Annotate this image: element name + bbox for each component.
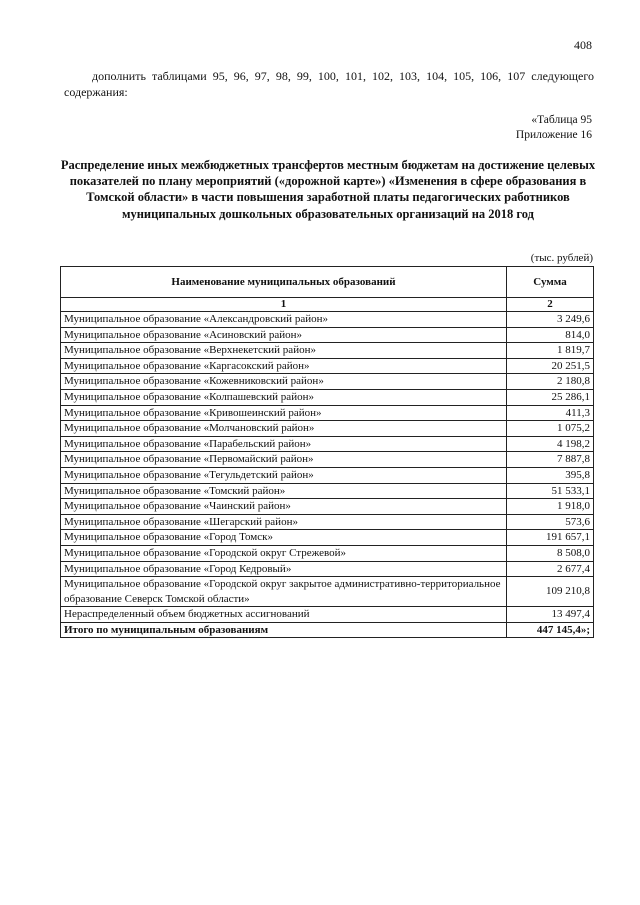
row-name: Муниципальное образование «Молчановский район»: [61, 421, 507, 437]
units-label: (тыс. рублей): [530, 252, 593, 264]
table-row: [61, 327, 594, 343]
row-name: Муниципальное образование «Городской округ Стрежевой»: [61, 545, 507, 561]
row-name: Муниципальное образование «Чаинский район»: [61, 499, 507, 515]
row-sum: 13 497,4: [507, 607, 594, 623]
row-name: Муниципальное образование «Городской округ закрытое административно-территориальное образование Северск Томской области»: [61, 577, 507, 607]
table-row: [61, 483, 594, 499]
document-title: Распределение иных межбюджетных трансфертов местным бюджетам на достижение целевых показателей по плану мероприятий («дорожной карте») «Изменения в сфере образования в Томской области» в части повышения заработной платы педагогических работников муниципальных дошкольных образовательных организаций на 2018 год: [60, 158, 596, 221]
row-sum: 51 533,1: [507, 483, 594, 499]
allocation-table: [60, 266, 594, 638]
row-sum: 2 677,4: [507, 561, 594, 577]
column-number-1: 1: [61, 298, 507, 312]
table-row: [61, 452, 594, 468]
row-sum: 1 819,7: [507, 343, 594, 359]
row-name: Муниципальное образование «Город Томск»: [61, 530, 507, 546]
total-sum: 447 145,4»;: [507, 622, 594, 638]
header-sum: Сумма: [507, 267, 594, 298]
page-number: 408: [574, 38, 592, 52]
table-row: [61, 577, 594, 607]
header-name: Наименование муниципальных образований: [61, 267, 507, 298]
row-sum: 1 075,2: [507, 421, 594, 437]
table-header-row: [61, 267, 594, 298]
table-row: [61, 607, 594, 623]
table-row: [61, 467, 594, 483]
row-sum: 2 180,8: [507, 374, 594, 390]
row-sum: 7 887,8: [507, 452, 594, 468]
table-row: [61, 561, 594, 577]
table-reference: «Таблица 95: [531, 114, 592, 126]
row-sum: 8 508,0: [507, 545, 594, 561]
column-number-row: [61, 298, 594, 312]
table-row: [61, 389, 594, 405]
table-row: [61, 405, 594, 421]
row-name: Муниципальное образование «Первомайский район»: [61, 452, 507, 468]
row-name: Муниципальное образование «Каргасокский район»: [61, 358, 507, 374]
table-row: [61, 343, 594, 359]
row-name: Муниципальное образование «Кривошеинский район»: [61, 405, 507, 421]
table-row: [61, 436, 594, 452]
row-sum: 20 251,5: [507, 358, 594, 374]
row-sum: 573,6: [507, 514, 594, 530]
row-sum: 814,0: [507, 327, 594, 343]
row-sum: 3 249,6: [507, 312, 594, 328]
table-row: [61, 374, 594, 390]
row-name: Муниципальное образование «Шегарский район»: [61, 514, 507, 530]
table-row: [61, 499, 594, 515]
row-name: Муниципальное образование «Кожевниковский район»: [61, 374, 507, 390]
row-name: Муниципальное образование «Асиновский район»: [61, 327, 507, 343]
row-name: Нераспределенный объем бюджетных ассигнований: [61, 607, 507, 623]
table-row: [61, 514, 594, 530]
row-sum: 1 918,0: [507, 499, 594, 515]
table-row: [61, 530, 594, 546]
table-body: [61, 312, 594, 638]
row-sum: 4 198,2: [507, 436, 594, 452]
table-row: [61, 545, 594, 561]
row-name: Муниципальное образование «Александровский район»: [61, 312, 507, 328]
row-sum: 25 286,1: [507, 389, 594, 405]
row-name: Муниципальное образование «Колпашевский район»: [61, 389, 507, 405]
row-sum: 109 210,8: [507, 577, 594, 607]
row-sum: 191 657,1: [507, 530, 594, 546]
table-row: [61, 358, 594, 374]
row-sum: 395,8: [507, 467, 594, 483]
table-row: [61, 421, 594, 437]
total-row: [61, 622, 594, 638]
column-number-2: 2: [507, 298, 594, 312]
total-name: Итого по муниципальным образованиям: [61, 622, 507, 638]
table-row: [61, 312, 594, 328]
appendix-reference: Приложение 16: [515, 129, 592, 141]
intro-paragraph: дополнить таблицами 95, 96, 97, 98, 99, 100, 101, 102, 103, 104, 105, 106, 107 следующего содержания:: [64, 69, 594, 99]
row-name: Муниципальное образование «Томский район»: [61, 483, 507, 499]
row-name: Муниципальное образование «Город Кедровый»: [61, 561, 507, 577]
row-name: Муниципальное образование «Верхнекетский район»: [61, 343, 507, 359]
row-name: Муниципальное образование «Парабельский район»: [61, 436, 507, 452]
row-sum: 411,3: [507, 405, 594, 421]
row-name: Муниципальное образование «Тегульдетский район»: [61, 467, 507, 483]
